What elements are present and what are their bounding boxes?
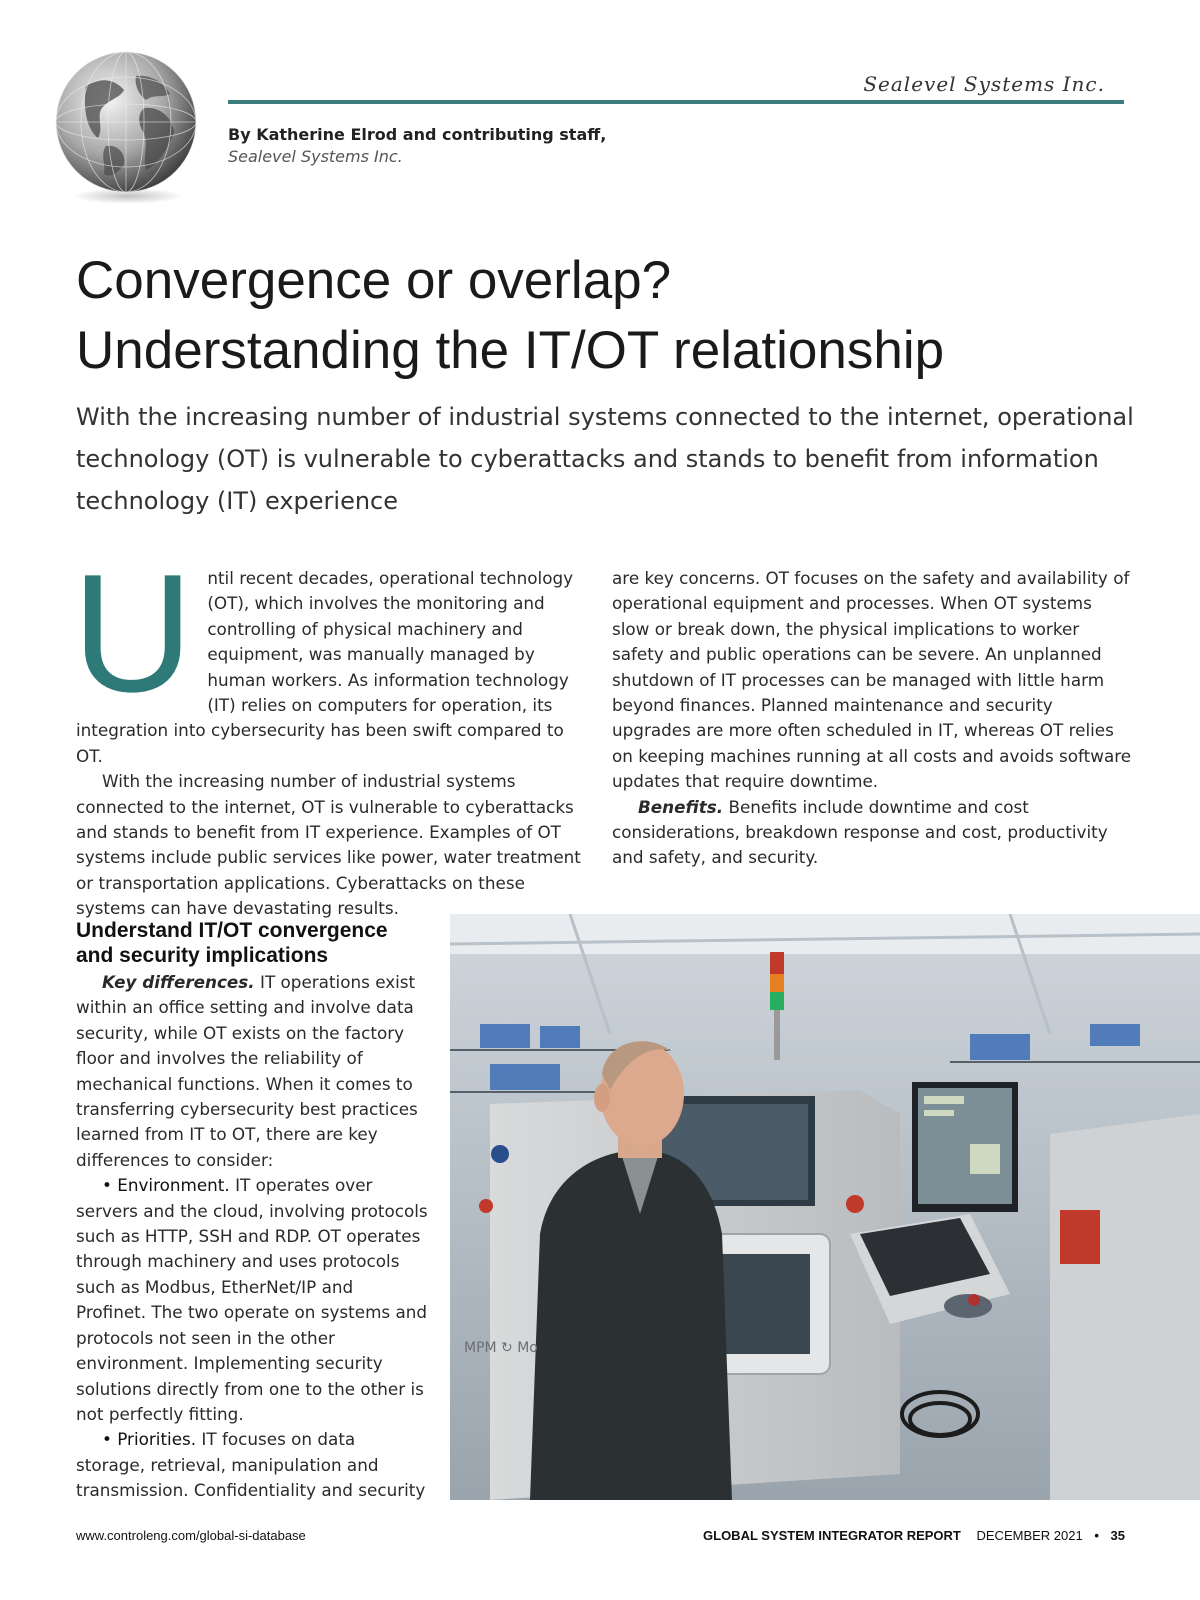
environment-paragraph — [76, 1173, 428, 1427]
company-name: Sealevel Systems Inc. — [863, 72, 1105, 96]
column-2 — [612, 566, 1132, 871]
title-line-2: Understanding the IT/OT relationship — [76, 321, 945, 380]
intro-paragraph — [72, 539, 586, 769]
factory-photo — [450, 914, 1200, 1500]
benefits-label: Benefits. — [638, 796, 724, 817]
priorities-text: IT focuses on data storage, retrieval, manipulation and transmission. Confidentiality and security — [76, 1429, 426, 1501]
priorities-label: • Priorities. — [102, 1429, 197, 1450]
environment-text: IT operates over servers and the cloud, involving protocols such as HTTP, SSH and RDP. OT operates through machinery and uses protocols such as Modbus, EtherNet/IP and Profinet. The two operate on systems and protocols not seen in the other environment. Implementing security solutions directly from one to the other is not perfectly fitting. — [76, 1175, 428, 1424]
issue-date: DECEMBER 2021 — [976, 1528, 1083, 1543]
deck-subtitle: With the increasing number of industrial systems connected to the internet, operational technology (OT) is vulnerable to cyberattacks and stands to benefit from information technology (IT) experience — [76, 403, 1134, 515]
footer-url[interactable]: www.controleng.com/global-si-database — [76, 1528, 306, 1543]
report-name: GLOBAL SYSTEM INTEGRATOR REPORT — [703, 1528, 961, 1543]
drop-cap: U — [72, 539, 194, 727]
footer-separator: • — [1094, 1528, 1099, 1543]
benefits-paragraph — [612, 795, 1132, 871]
page-number: 35 — [1110, 1528, 1125, 1543]
key-differences-label: Key differences. — [102, 972, 255, 992]
author-org: Sealevel Systems Inc. — [228, 147, 403, 166]
intro-text: ntil recent decades, operational technology (OT), which involves the monitoring and controlling of physical machinery and equipment, was manually managed by human workers. As information technology (IT) relies on computers for operation, its integration into cybersecurity has been swift compared to OT. — [76, 568, 574, 766]
key-differences-paragraph — [76, 970, 428, 1173]
title-line-1: Convergence or overlap? — [76, 251, 672, 310]
machine-label: MPM ↻ Mo — [464, 1340, 538, 1356]
environment-label: • Environment. — [102, 1175, 230, 1196]
column-3 — [76, 918, 428, 1504]
section-heading: Understand IT/OT convergence and security implications — [76, 919, 388, 967]
key-differences-text: IT operations exist within an office setting and involve data security, while OT exists on the factory floor and involves the reliability of mechanical functions. When it comes to transferring cybersecurity best practices learned from IT to OT, there are key differences to consider: — [76, 972, 418, 1170]
header-rule — [228, 100, 1124, 104]
column-1 — [72, 539, 586, 922]
priorities-paragraph — [76, 1427, 428, 1503]
benefits-text: Benefits include downtime and cost considerations, breakdown response and cost, productivity and safety, and security. — [612, 796, 1108, 868]
page-title — [76, 246, 1156, 386]
byline — [228, 124, 606, 168]
globe-logo-icon — [46, 46, 206, 206]
footer-info — [703, 1528, 1125, 1543]
paragraph-2: With the increasing number of industrial systems connected to the internet, OT is vulnerable to cyberattacks and stands to benefit from IT experience. Examples of OT systems include public services like power, water treatment or transportation applications. Cyberattacks on these systems can have devastating results. — [76, 771, 581, 919]
column-2-paragraph: are key concerns. OT focuses on the safety and availability of operational equipment and processes. When OT systems slow or break down, the physical implications to worker safety and public operations can be severe. An unplanned shutdown of IT processes can be managed with little harm beyond finances. Planned maintenance and security upgrades are more often scheduled in IT, whereas OT relies on keeping machines running at all costs and avoids software updates that require downtime. — [612, 568, 1132, 792]
author-name: By Katherine Elrod and contributing staff, — [228, 125, 607, 144]
